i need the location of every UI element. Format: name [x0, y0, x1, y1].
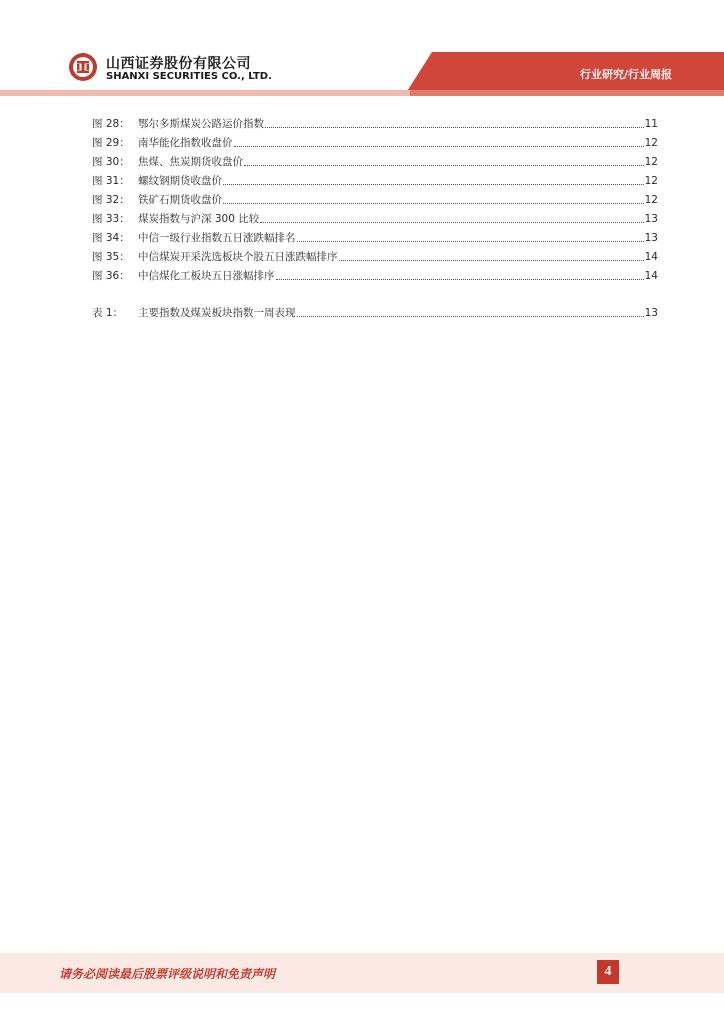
figure-entry-page: 13	[644, 213, 658, 225]
section-gap	[92, 283, 658, 301]
table-entry[interactable]	[92, 301, 658, 320]
figure-entry-title: 中信煤化工板块五日涨幅排序	[138, 270, 275, 282]
figure-entry-page: 13	[644, 232, 658, 244]
figure-entry-title: 焦煤、焦炭期货收盘价	[138, 156, 243, 168]
shanxi-securities-logo-icon	[68, 52, 98, 82]
dot-leader	[276, 278, 644, 280]
figure-entry[interactable]	[92, 169, 658, 188]
figure-entry-title: 铁矿石期货收盘价	[138, 194, 222, 206]
figure-entry-label: 图 28：	[92, 118, 130, 130]
page-number: 4	[597, 960, 619, 984]
figure-entry-page: 11	[644, 118, 658, 130]
figure-entry-label: 图 29：	[92, 137, 130, 149]
figure-entry-label: 图 36：	[92, 270, 130, 282]
dot-leader	[260, 221, 643, 223]
figure-entry[interactable]	[92, 188, 658, 207]
table-entry-page: 13	[644, 307, 658, 319]
figure-entry[interactable]	[92, 150, 658, 169]
figure-entry-title: 煤炭指数与沪深 300 比较	[138, 213, 260, 225]
figure-entry-title: 螺纹钢期货收盘价	[138, 175, 222, 187]
figure-entry[interactable]	[92, 112, 658, 131]
dot-leader	[223, 183, 644, 185]
figure-entry-label: 图 31：	[92, 175, 130, 187]
page-footer	[0, 953, 724, 993]
dot-leader	[339, 259, 644, 261]
figure-list	[92, 112, 658, 283]
figure-entry-title: 中信一级行业指数五日涨跌幅排名	[138, 232, 296, 244]
table-list	[92, 301, 658, 320]
figure-entry-title: 南华能化指数收盘价	[138, 137, 233, 149]
company-name-cn: 山西证券股份有限公司	[106, 56, 251, 72]
figure-entry-page: 14	[644, 251, 658, 263]
dot-leader	[234, 145, 644, 147]
figure-entry-title: 中信煤炭开采洗选板块个股五日涨跌幅排序	[138, 251, 338, 263]
figure-entry[interactable]	[92, 245, 658, 264]
figure-entry-page: 12	[644, 194, 658, 206]
dot-leader	[265, 126, 644, 128]
dot-leader	[297, 240, 644, 242]
disclaimer-notice: 请务必阅读最后股票评级说明和免责声明	[59, 967, 276, 981]
company-name-en: SHANXI SECURITIES CO., LTD.	[106, 71, 272, 82]
table-entry-title: 主要指数及煤炭板块指数一周表现	[138, 307, 296, 319]
dot-leader	[297, 315, 644, 317]
report-type-label: 行业研究/行业周报	[579, 68, 672, 81]
figure-entry-page: 12	[644, 175, 658, 187]
figure-entry[interactable]	[92, 226, 658, 245]
figure-entry-label: 图 32：	[92, 194, 130, 206]
table-entry-label: 表 1：	[92, 307, 124, 319]
page-header	[0, 0, 724, 96]
figure-table-index	[92, 112, 658, 320]
figure-entry-label: 图 33：	[92, 213, 130, 225]
figure-entry[interactable]	[92, 264, 658, 283]
figure-entry[interactable]	[92, 131, 658, 150]
figure-entry-page: 12	[644, 137, 658, 149]
figure-entry-title: 鄂尔多斯煤炭公路运价指数	[138, 118, 264, 130]
figure-entry-label: 图 30：	[92, 156, 130, 168]
figure-entry-page: 14	[644, 270, 658, 282]
dot-leader	[223, 202, 644, 204]
figure-entry-page: 12	[644, 156, 658, 168]
figure-entry-label: 图 35：	[92, 251, 130, 263]
figure-entry-label: 图 34：	[92, 232, 130, 244]
figure-entry[interactable]	[92, 207, 658, 226]
dot-leader	[244, 164, 644, 166]
